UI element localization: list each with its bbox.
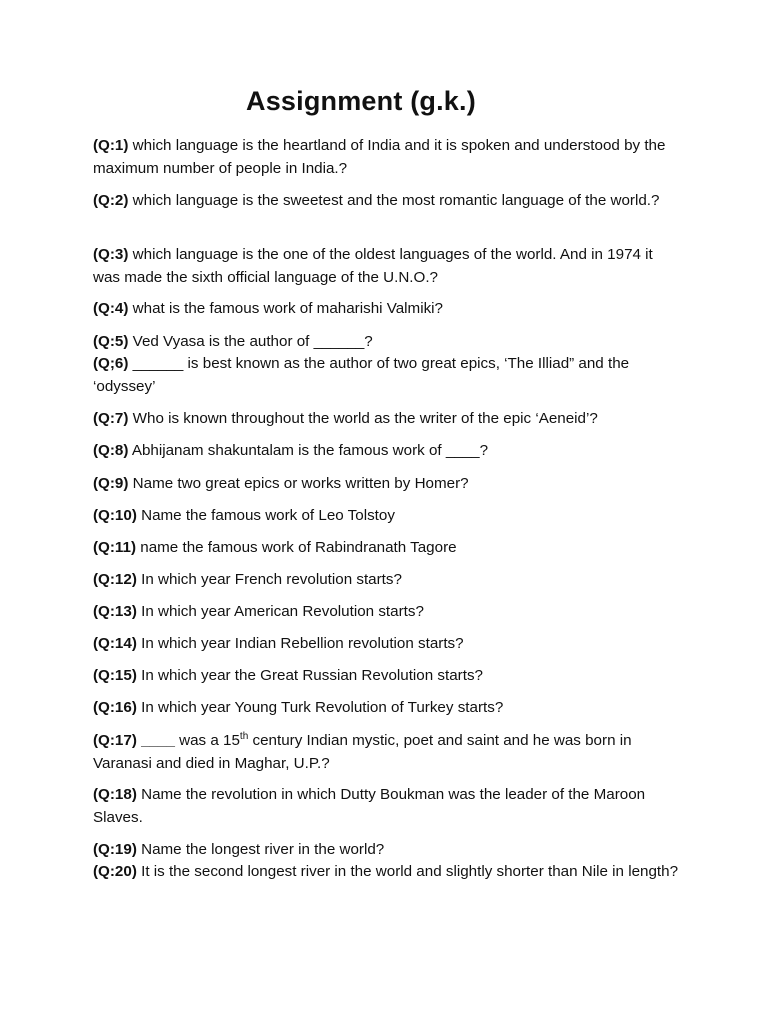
question-number: (Q:5)	[93, 333, 129, 350]
question-number: (Q:16)	[93, 699, 137, 716]
question-text-continued: century Indian mystic, poet and saint and he was born in Varanasi and died in Maghar, U.P.?	[93, 732, 632, 772]
question-text: In which year American Revolution starts?	[136, 603, 424, 620]
question-14	[93, 633, 683, 656]
question-6	[93, 353, 683, 398]
question-number: (Q:13)	[93, 603, 137, 620]
question-text: Who is known throughout the world as the writer of the epic ‘Aeneid’?	[128, 410, 598, 427]
question-1	[93, 135, 683, 180]
question-text: ______ is best known as the author of two great epics, ‘The Illiad” and the ‘odyssey’	[93, 355, 630, 395]
question-8	[93, 440, 683, 463]
question-text: Name two great epics or works written by Homer?	[128, 475, 469, 492]
question-2	[93, 190, 683, 213]
question-text: Abhijanam shakuntalam is the famous work of ____?	[128, 442, 489, 459]
question-text: which language is the heartland of India and it is spoken and understood by the maximum number of people in India.?	[93, 137, 666, 177]
question-number: (Q:8)	[93, 442, 129, 459]
question-number: (Q:10)	[93, 507, 137, 524]
question-20	[93, 861, 683, 884]
question-16	[93, 697, 683, 720]
question-13	[93, 601, 683, 624]
question-text: In which year French revolution starts?	[136, 571, 402, 588]
question-11	[93, 537, 683, 560]
question-number: (Q:9)	[93, 475, 129, 492]
question-text: In which year the Great Russian Revolution starts?	[136, 667, 483, 684]
question-number: (Q:15)	[93, 667, 137, 684]
question-number: (Q:12)	[93, 571, 137, 588]
question-number: (Q:1)	[93, 137, 129, 154]
question-9	[93, 473, 683, 496]
question-text: Ved Vyasa is the author of ______?	[128, 333, 373, 350]
question-text: what is the famous work of maharishi Valmiki?	[128, 300, 443, 317]
question-7	[93, 408, 683, 431]
question-text: Name the famous work of Leo Tolstoy	[136, 507, 395, 524]
question-number: (Q:18)	[93, 786, 137, 803]
question-18	[93, 784, 683, 829]
question-number: (Q:19)	[93, 841, 137, 858]
question-number: (Q:2)	[93, 192, 129, 209]
question-number: (Q:14)	[93, 635, 137, 652]
question-19	[93, 839, 683, 862]
question-3	[93, 244, 683, 289]
question-text: In which year Young Turk Revolution of Turkey starts?	[136, 699, 504, 716]
question-number: (Q:3)	[93, 246, 129, 263]
question-number: (Q:11)	[93, 539, 137, 556]
page-title: Assignment (g.k.)	[246, 86, 476, 116]
ordinal-suffix: th	[239, 730, 249, 742]
question-text: It is the second longest river in the world and slightly shorter than Nile in length?	[136, 863, 679, 880]
question-text: which language is the sweetest and the most romantic language of the world.?	[128, 192, 660, 209]
question-17	[93, 730, 683, 775]
question-10	[93, 505, 683, 528]
question-number: (Q:20)	[93, 863, 137, 880]
question-number: (Q:7)	[93, 410, 129, 427]
question-text: Name the revolution in which Dutty Boukman was the leader of the Maroon Slaves.	[93, 786, 646, 826]
question-15	[93, 665, 683, 688]
question-4	[93, 298, 683, 321]
question-12	[93, 569, 683, 592]
question-text: was a 15	[174, 732, 240, 749]
question-text: Name the longest river in the world?	[136, 841, 385, 858]
question-number: (Q;6)	[93, 355, 129, 372]
question-5	[93, 331, 683, 354]
question-number: (Q:17)	[93, 732, 137, 749]
question-number: (Q:4)	[93, 300, 129, 317]
question-text: which language is the one of the oldest languages of the world. And in 1974 it was made the sixth official language of the U.N.O.?	[93, 246, 653, 286]
answer-blank: ____	[136, 732, 175, 749]
question-text: name the famous work of Rabindranath Tagore	[136, 539, 457, 556]
question-text: In which year Indian Rebellion revolution starts?	[136, 635, 464, 652]
